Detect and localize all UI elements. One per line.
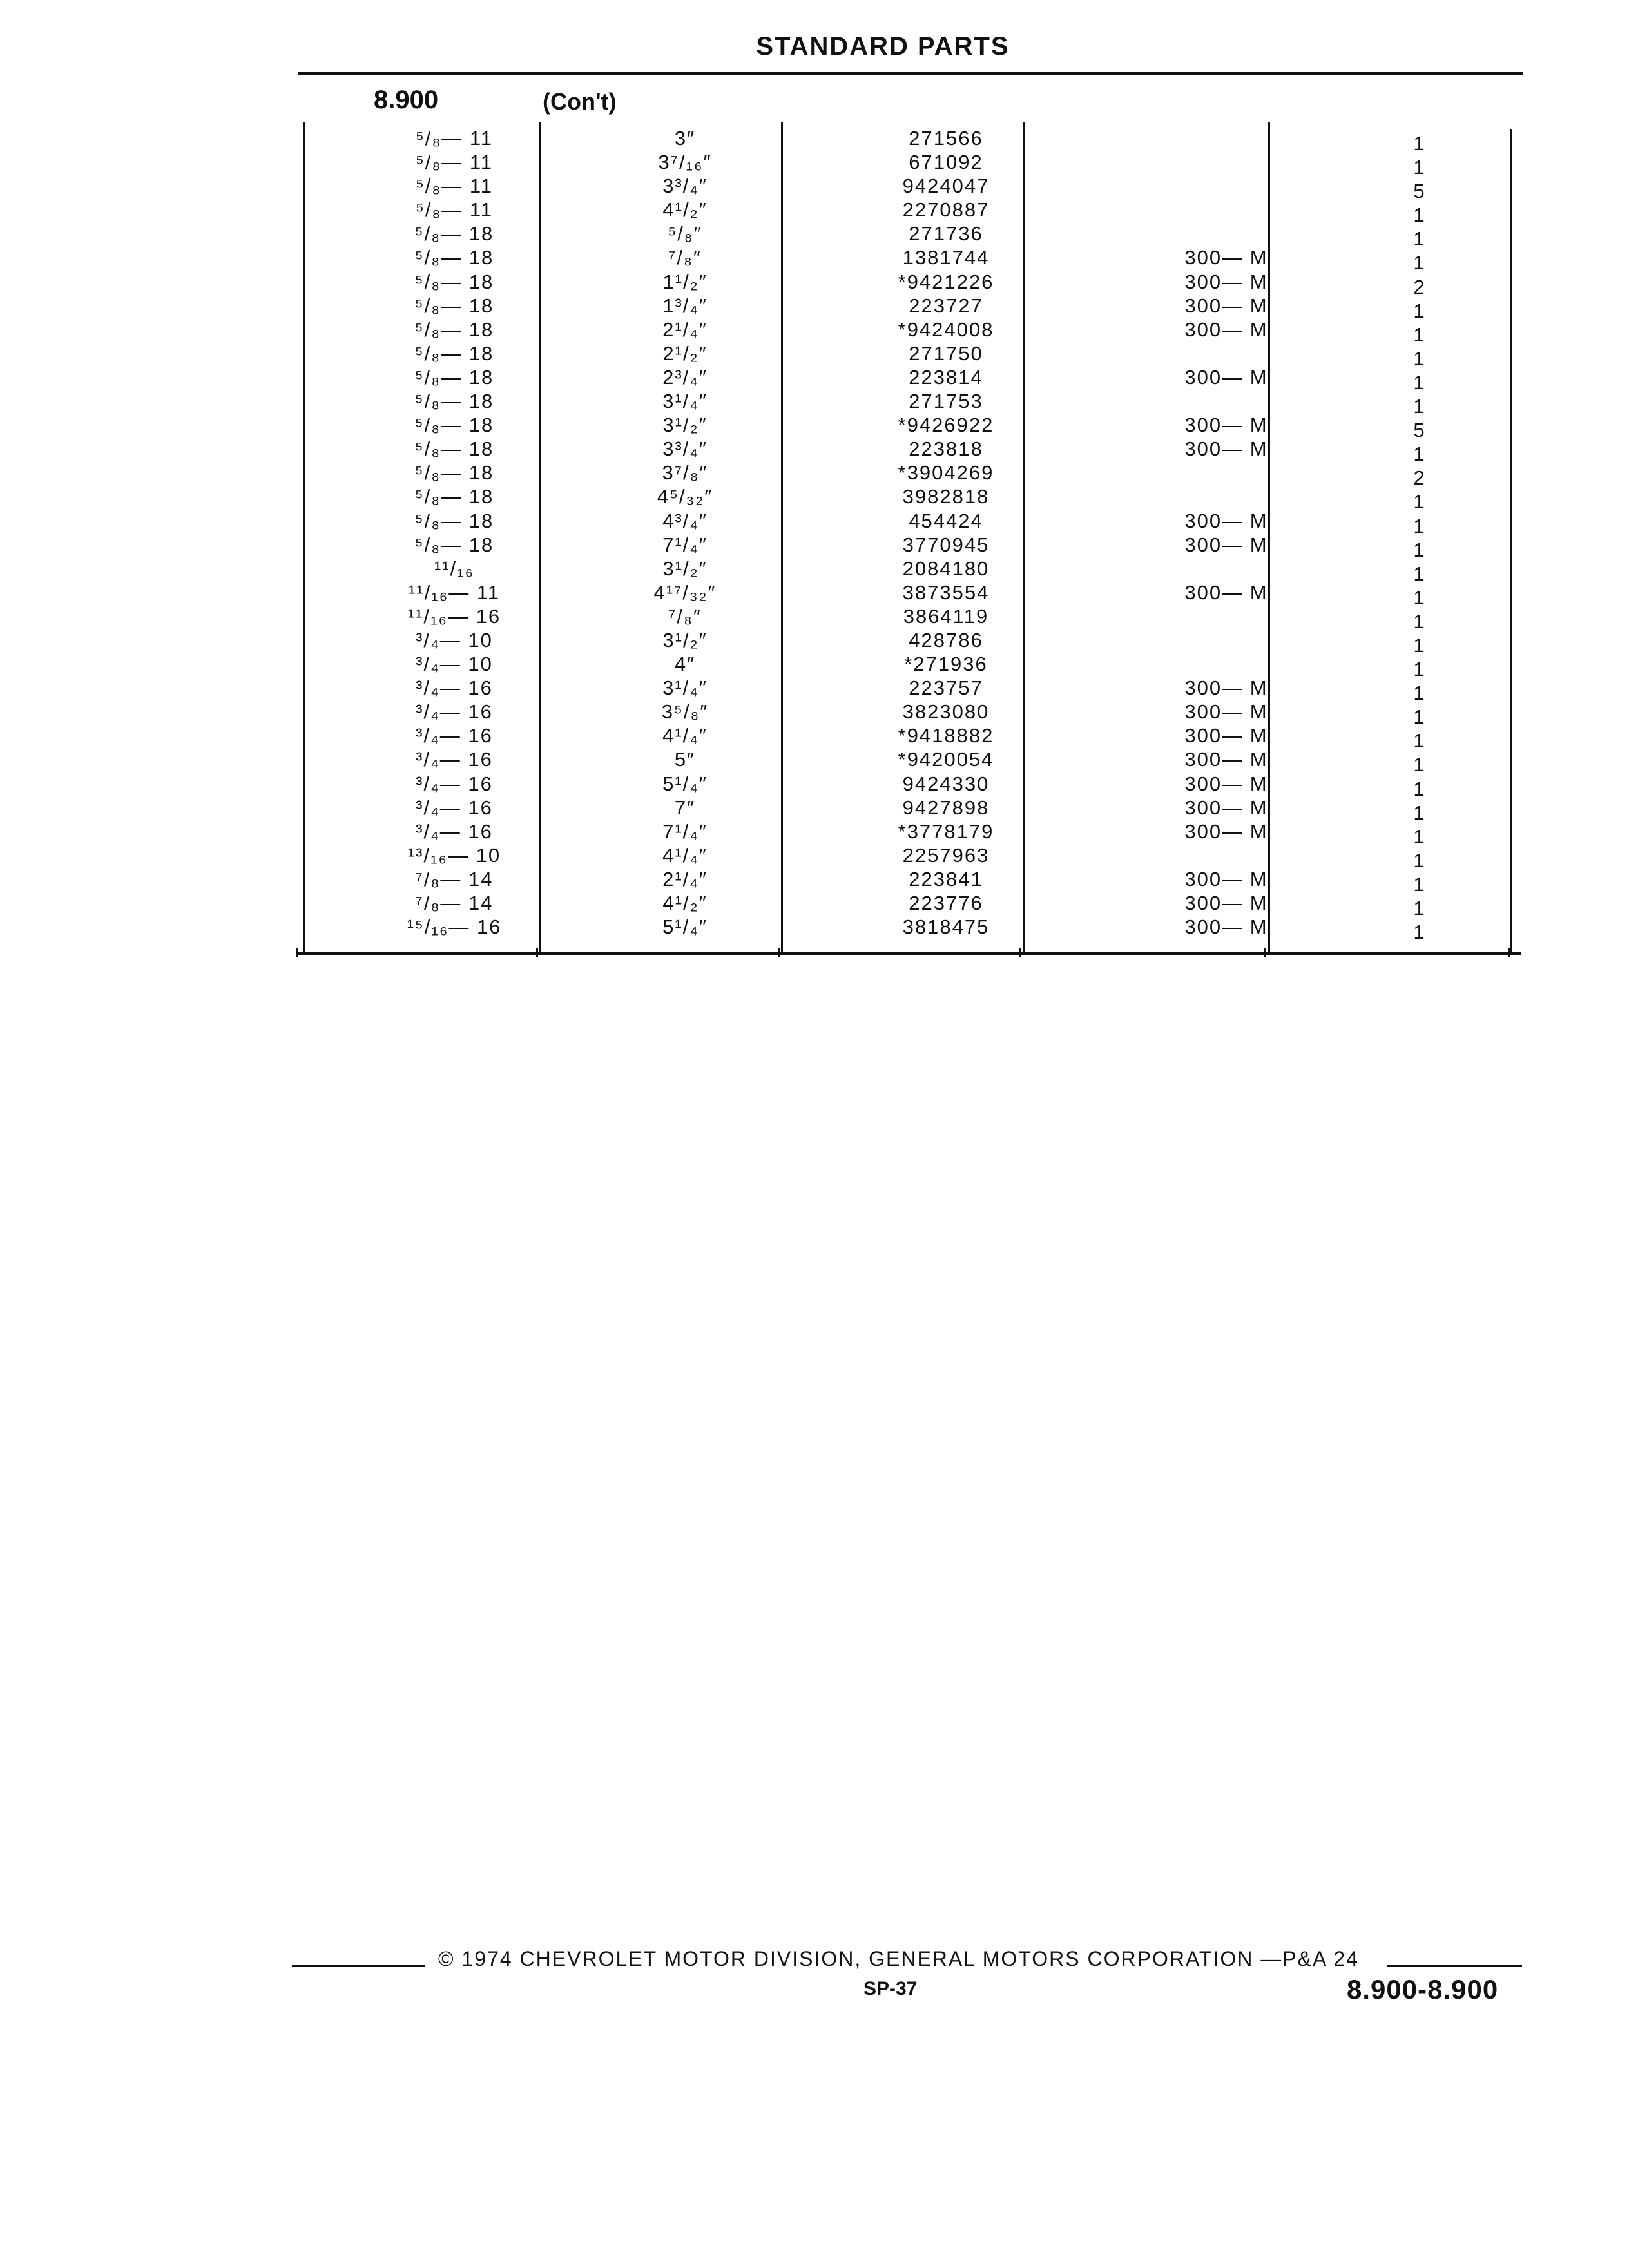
part-number-cell: 223814 [909,365,983,389]
thread-size-cell: ³/₄— 16 [416,724,493,747]
part-number-cell: 2084180 [902,557,990,580]
length-cell: 3¹/₂″ [662,414,708,437]
part-number-cell: 3770945 [902,533,990,556]
length-cell: 7¹/₄″ [662,533,708,556]
thread-size-cell: ⁵/₈— 18 [414,294,494,317]
table-row [298,294,1523,322]
quantity-cell: 1 [1413,801,1426,824]
length-cell: 3³/₄″ [662,437,708,461]
table-tick [296,948,298,957]
grade-cell: 300— M [1184,437,1268,461]
thread-size-cell: ⁵/₈— 18 [414,414,494,437]
table-row [298,437,1523,466]
length-cell: 3⁷/₈″ [662,461,708,485]
thread-size-cell: ¹¹/₁₆— 16 [407,604,501,628]
parts-table [298,126,1523,944]
thread-size-cell: ¹¹/₁₆ [434,557,475,580]
part-number-cell: 2270887 [902,198,990,222]
part-number-cell: *3904269 [898,461,994,485]
quantity-cell: 1 [1413,443,1426,466]
length-cell: 4⁵/₃₂″ [657,485,713,508]
length-cell: 5¹/₄″ [662,772,708,795]
part-number-cell: *9424008 [898,318,994,341]
part-number-cell: 271736 [909,222,983,245]
quantity-cell: 1 [1413,586,1426,609]
thread-size-cell: ³/₄— 16 [416,748,493,771]
thread-size-cell: ³/₄— 16 [416,677,493,700]
quantity-cell: 2 [1413,466,1426,490]
thread-size-cell: ³/₄— 16 [416,796,493,819]
table-row [298,461,1523,490]
grade-cell: 300— M [1184,318,1268,341]
grade-cell: 300— M [1184,916,1268,939]
grade-cell: 300— M [1184,365,1268,389]
thread-size-cell: ⁵/₈— 18 [414,318,494,341]
quantity-cell: 1 [1413,777,1426,800]
thread-size-cell: ⁵/₈— 11 [415,151,494,174]
quantity-cell: 1 [1413,227,1426,251]
length-cell: 2¹/₄″ [662,318,708,341]
quantity-cell: 5 [1413,180,1426,203]
thread-size-cell: ³/₄— 16 [416,772,493,795]
length-cell: ⁷/₈″ [668,604,702,628]
thread-size-cell: ⁵/₈— 18 [414,533,494,556]
part-number-cell: 9424330 [902,772,990,795]
grade-cell: 300— M [1184,533,1268,556]
table-row [298,628,1523,657]
quantity-cell: 1 [1413,706,1426,729]
part-number-cell: 9427898 [902,796,990,819]
table-row [298,485,1523,514]
length-cell: 4″ [674,653,696,676]
thread-size-cell: ¹⁵/₁₆— 16 [407,916,502,939]
thread-size-cell: ⁵/₈— 18 [414,246,494,269]
thread-size-cell: ⁵/₈— 18 [414,390,494,413]
table-row [298,341,1523,370]
table-row [298,150,1523,179]
quantity-cell: 2 [1413,275,1426,298]
table-row [298,270,1523,298]
thread-size-cell: ¹³/₁₆— 10 [407,843,501,867]
part-number-cell: 3823080 [902,700,990,724]
quantity-cell: 1 [1413,251,1426,274]
grade-cell: 300— M [1184,677,1268,700]
part-number-cell: 271750 [909,341,983,365]
thread-size-cell: ³/₄— 10 [416,628,493,651]
length-cell: 5″ [674,748,696,771]
part-number-cell: 428786 [909,628,983,651]
table-tick [1019,948,1021,957]
length-cell: 5¹/₄″ [662,916,708,939]
length-cell: 7¹/₄″ [662,820,708,843]
length-cell: 4¹⁷/₃₂″ [653,581,717,604]
footer-rule-left [292,1965,425,1967]
table-row [298,652,1523,681]
table-row [298,318,1523,346]
part-number-cell: 9424047 [902,175,990,198]
grade-cell: 300— M [1184,796,1268,819]
part-number-cell: 223841 [909,867,983,890]
thread-size-cell: ³/₄— 10 [416,653,493,676]
part-number-cell: 271753 [909,390,983,413]
quantity-cell: 1 [1413,729,1426,753]
length-cell: 1¹/₂″ [662,270,708,293]
table-row [298,604,1523,633]
table-tick [778,948,780,957]
table-row [298,509,1523,537]
length-cell: 3″ [674,127,696,149]
thread-size-cell: ¹¹/₁₆— 11 [408,581,500,604]
quantity-cell: 1 [1413,538,1426,561]
thread-size-cell: ⁵/₈— 18 [414,437,494,461]
section-range: 8.900-8.900 [1347,1974,1499,2004]
grade-cell: 300— M [1184,867,1268,890]
quantity-cell: 1 [1413,370,1426,394]
length-cell: 2¹/₂″ [662,341,708,365]
quantity-cell: 1 [1413,610,1426,633]
grade-cell: 300— M [1184,581,1268,604]
part-number-cell: 1381744 [902,246,990,269]
table-row [298,245,1523,274]
part-number-cell: 271566 [909,127,983,149]
quantity-cell: 1 [1413,562,1426,585]
table-bottom-rule [296,952,1521,955]
length-cell: 3⁵/₈″ [661,700,709,724]
table-row [298,676,1523,705]
quantity-cell: 1 [1413,658,1426,681]
page-id: SP-37 [863,1978,918,1999]
table-row [298,867,1523,896]
length-cell: 2³/₄″ [662,365,708,389]
thread-size-cell: ⁵/₈— 18 [414,461,494,485]
thread-size-cell: ⁷/₈— 14 [415,867,494,890]
length-cell: 4¹/₄″ [662,724,708,747]
grade-cell: 300— M [1184,724,1268,747]
thread-size-cell: ⁵/₈— 18 [414,222,494,245]
part-number-cell: 223757 [909,677,983,700]
thread-size-cell: ⁵/₈— 18 [414,365,494,389]
thread-size-cell: ³/₄— 16 [416,820,493,843]
table-row [298,389,1523,418]
table-row [298,724,1523,753]
length-cell: 3¹/₂″ [662,557,708,580]
table-row [298,557,1523,585]
thread-size-cell: ⁵/₈— 18 [414,270,494,293]
quantity-cell: 1 [1413,347,1426,370]
grade-cell: 300— M [1184,892,1268,914]
part-number-cell: 3818475 [902,916,990,939]
table-row [298,772,1523,800]
thread-size-cell: ⁵/₈— 11 [415,175,494,198]
grade-cell: 300— M [1184,700,1268,724]
part-number-cell: *271936 [904,653,988,676]
quantity-cell: 1 [1413,753,1426,776]
table-tick [536,948,538,957]
part-number-cell: 671092 [909,151,983,174]
part-number-cell: 223727 [909,294,983,317]
part-number-cell: 3873554 [902,581,990,604]
table-row [298,413,1523,442]
table-tick [1508,948,1510,957]
quantity-cell: 1 [1413,132,1426,155]
length-cell: ⁷/₈″ [668,246,702,269]
page-title: STANDARD PARTS [756,32,1010,61]
table-row [298,222,1523,251]
thread-size-cell: ⁵/₈— 11 [415,127,494,149]
part-number-cell: 2257963 [902,843,990,867]
table-row [298,891,1523,919]
grade-cell: 300— M [1184,509,1268,532]
table-row [298,700,1523,729]
length-cell: 2¹/₄″ [662,867,708,890]
thread-size-cell: ⁵/₈— 18 [414,509,494,532]
quantity-cell: 1 [1413,825,1426,848]
section-number: 8.900 [374,86,439,114]
thread-size-cell: ⁵/₈— 11 [415,198,494,222]
grade-cell: 300— M [1184,772,1268,795]
quantity-cell: 1 [1413,897,1426,919]
copyright-notice: © 1974 CHEVROLET MOTOR DIVISION, GENERAL MOTORS CORPORATION —P&A 24 [438,1947,1359,1970]
table-row [298,174,1523,203]
quantity-cell: 1 [1413,490,1426,514]
quantity-cell: 1 [1413,204,1426,227]
quantity-cell: 1 [1413,921,1426,944]
thread-size-cell: ³/₄— 16 [416,700,493,724]
part-number-cell: 3864119 [903,604,989,628]
quantity-cell: 1 [1413,514,1426,537]
length-cell: 3¹/₂″ [662,628,708,651]
length-cell: 3⁷/₁₆″ [658,151,712,174]
length-cell: 4³/₄″ [662,509,708,532]
length-cell: 3¹/₄″ [662,677,708,700]
footer-rule-right [1387,1965,1522,1967]
table-row [298,915,1523,944]
part-number-cell: *9426922 [898,414,994,437]
table-row [298,747,1523,776]
part-number-cell: *9421226 [898,270,994,293]
quantity-cell: 1 [1413,156,1426,179]
grade-cell: 300— M [1184,414,1268,437]
quantity-cell: 1 [1413,849,1426,872]
header-rule [298,72,1523,75]
grade-cell: 300— M [1184,820,1268,843]
table-row [298,533,1523,561]
table-tick [1264,948,1266,957]
table-row [298,581,1523,609]
length-cell: 3³/₄″ [662,175,708,198]
quantity-cell: 1 [1413,395,1426,418]
length-cell: 7″ [674,796,696,819]
table-row [298,198,1523,227]
part-number-cell: *3778179 [898,820,994,843]
table-row [298,820,1523,848]
length-cell: 4¹/₂″ [662,892,708,914]
table-row [298,126,1523,155]
grade-cell: 300— M [1184,270,1268,293]
length-cell: 3¹/₄″ [662,390,708,413]
table-row [298,365,1523,394]
part-number-cell: 3982818 [902,485,990,508]
length-cell: 4¹/₂″ [662,198,708,222]
thread-size-cell: ⁷/₈— 14 [415,892,494,914]
length-cell: 4¹/₄″ [662,843,708,867]
part-number-cell: 223776 [909,892,983,914]
thread-size-cell: ⁵/₈— 18 [414,341,494,365]
thread-size-cell: ⁵/₈— 18 [414,485,494,508]
part-number-cell: 223818 [909,437,983,461]
table-row [298,843,1523,872]
quantity-cell: 1 [1413,682,1426,705]
quantity-cell: 1 [1413,323,1426,346]
grade-cell: 300— M [1184,294,1268,317]
quantity-cell: 1 [1413,299,1426,322]
length-cell: 1³/₄″ [662,294,708,317]
section-continued-note: (Con't) [543,88,617,115]
part-number-cell: *9420054 [898,748,994,771]
quantity-cell: 5 [1413,419,1426,442]
table-row [298,796,1523,824]
grade-cell: 300— M [1184,246,1268,269]
length-cell: ⁵/₈″ [668,222,702,245]
part-number-cell: 454424 [909,509,983,532]
quantity-cell: 1 [1413,633,1426,657]
part-number-cell: *9418882 [898,724,994,747]
quantity-cell: 1 [1413,872,1426,896]
grade-cell: 300— M [1184,748,1268,771]
